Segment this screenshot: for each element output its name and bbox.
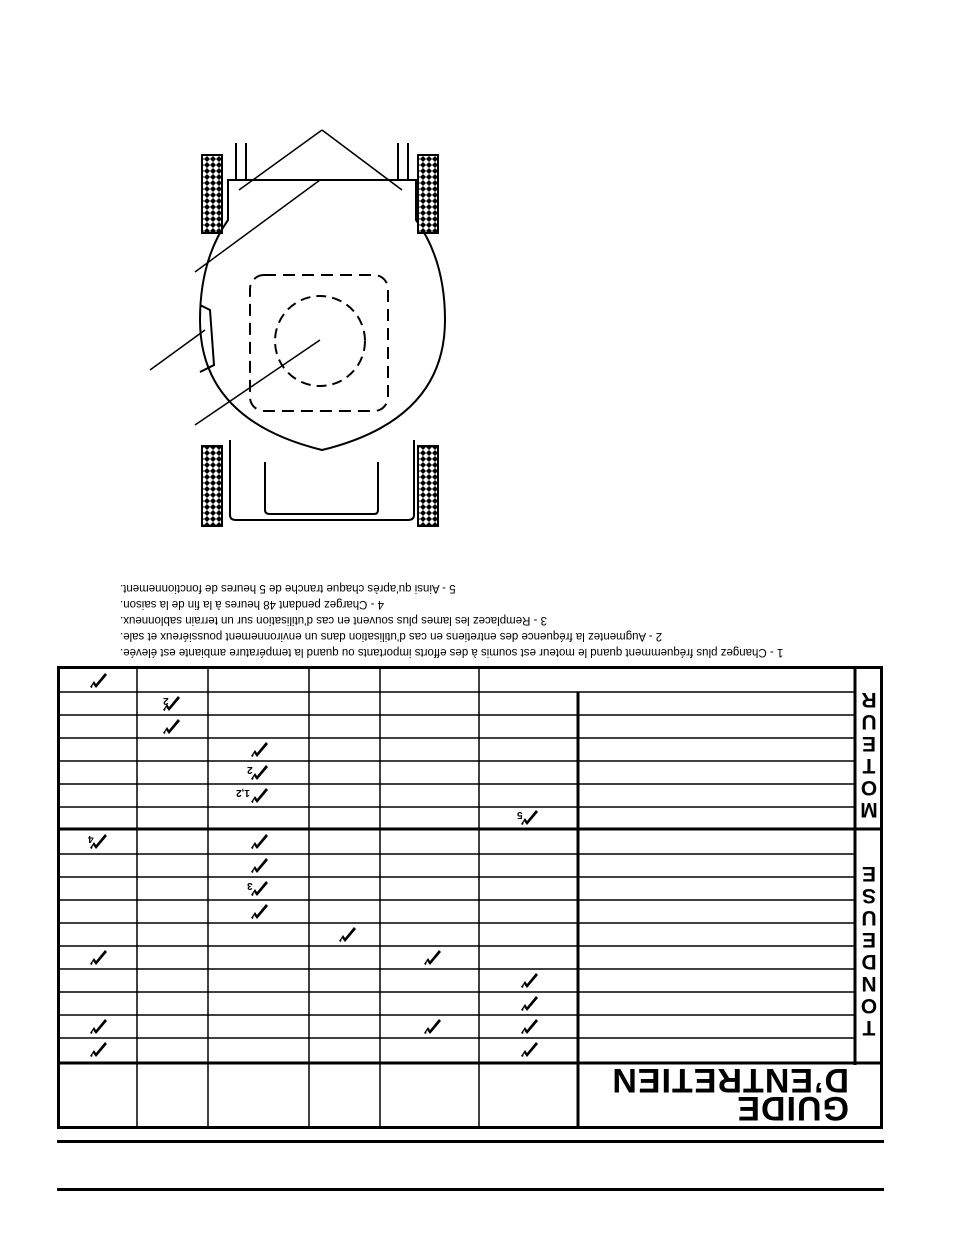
footnote-4: 4 - Chargez pendant 48 heures à la fin de la saison. — [120, 598, 385, 610]
check-note-3: 3 — [247, 880, 253, 891]
check-icon — [88, 1017, 108, 1035]
check-icon — [88, 948, 108, 966]
check-note-5: 5 — [517, 809, 523, 820]
check-icon — [519, 1040, 539, 1058]
check-icon — [249, 856, 269, 874]
check-icon — [249, 832, 269, 850]
separator-rule-bottom — [57, 1188, 884, 1191]
footnote-2: 2 - Augmentez la fréquence des entretiens en cas d’utilisation dans un environnement poussiéreux et sale. — [120, 630, 663, 642]
check-icon — [88, 1040, 108, 1058]
check-icon — [249, 902, 269, 920]
section-tondeuse-label: T O N D E U S E — [860, 862, 878, 1039]
check-icon — [161, 717, 181, 735]
footnote-5: 5 - Ainsi qu’après chaque tranche de 5 heures de fonctionnement. — [120, 582, 456, 594]
table-title — [598, 1061, 853, 1127]
check-icon — [519, 994, 539, 1012]
check-icon — [422, 948, 442, 966]
check-icon — [88, 671, 108, 689]
check-icon — [519, 971, 539, 989]
title-line-2: D’ENTRETIEN — [611, 1061, 849, 1099]
check-icon — [519, 1017, 539, 1035]
title-line-1: GUIDE — [736, 1089, 849, 1127]
check-icon — [422, 1017, 442, 1035]
check-icon — [337, 925, 357, 943]
check-note-1-2: 1,2 — [236, 787, 250, 798]
check-icon — [249, 740, 269, 758]
check-note-2: 2 — [163, 695, 169, 706]
check-note-4: 4 — [88, 833, 94, 844]
footnote-3: 3 - Remplacez les lames plus souvent en cas d’utilisation sur un terrain sablonneux. — [120, 614, 547, 626]
separator-rule-top — [57, 1140, 884, 1143]
check-icon — [249, 786, 269, 804]
check-note-2b: 2 — [247, 764, 253, 775]
footnote-1: 1 - Changez plus fréquemment quand le moteur est soumis à des efforts importants ou quand la température ambiante est élevée. — [120, 646, 784, 658]
section-moteur-label: M O T E U R — [860, 688, 878, 821]
